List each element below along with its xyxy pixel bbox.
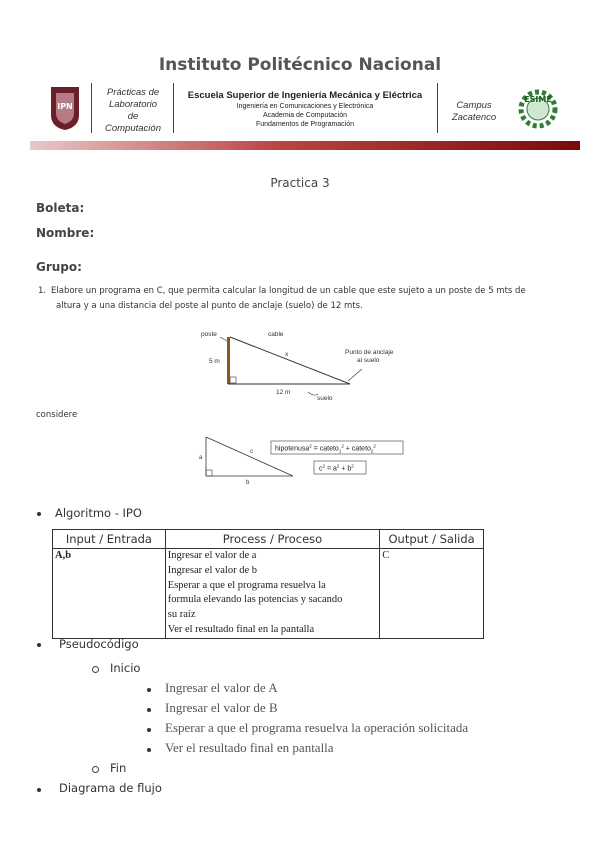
- pseudo-step: Esperar a que el programa resuelva la operación solicitada: [165, 720, 469, 735]
- institution-title: Instituto Politécnico Nacional: [158, 55, 442, 75]
- table-header-cell: Process / Proceso: [165, 530, 379, 549]
- bullet-dot: [147, 688, 151, 692]
- ipn-logo-text: IPN: [57, 102, 73, 111]
- fin-label: Fin: [110, 761, 127, 775]
- x-label: x: [285, 351, 289, 358]
- school-block: [174, 89, 436, 129]
- poste-pointer: [220, 337, 227, 341]
- bullet-dot: [147, 748, 151, 752]
- school-name: Escuela Superior de Ingeniería Mecánica y Eléctrica: [187, 90, 423, 101]
- algoritmo-heading: Algoritmo - IPO: [55, 506, 142, 520]
- bullet-dot: [37, 788, 41, 792]
- triangle-right-angle: [206, 470, 212, 476]
- anchor-label-1: Punto de anclaje: [345, 349, 394, 356]
- table-header-row: [53, 530, 484, 549]
- base-label: 12 m: [276, 389, 291, 396]
- input-cell: A,b: [53, 549, 166, 639]
- poste-label: poste: [201, 331, 217, 338]
- pole: [227, 337, 230, 384]
- bullet-dot: [147, 708, 151, 712]
- inicio-label: Inicio: [110, 661, 141, 675]
- process-line: formula elevando las potencias y sacando: [167, 594, 343, 606]
- bullet-circle: [92, 766, 99, 773]
- problem-text-line1: Elabore un programa en C, que permita calcular la longitud de un cable que este sujeto a un poste de 5 mts de: [51, 286, 526, 296]
- campus-label: [440, 100, 508, 124]
- school-line: Ingeniería en Comunicaciones y Electrónica: [236, 103, 374, 110]
- school-line: Academia de Computación: [262, 112, 348, 119]
- header-red-bar: [30, 141, 580, 150]
- cable-line: [230, 337, 350, 384]
- bullet-circle: [92, 666, 99, 673]
- school-line: Fundamentos de Programación: [255, 121, 355, 128]
- pseudo-step: Ingresar el valor de A: [165, 680, 278, 695]
- table-row: [53, 549, 484, 639]
- esime-logo-text: ESIME: [524, 95, 552, 104]
- esime-logo: [516, 88, 560, 130]
- grupo-label: Grupo:: [36, 260, 82, 274]
- problem-text-line2: altura y a una distancia del poste al punto de anclaje (suelo) de 12 mts.: [56, 301, 363, 311]
- output-cell: C: [380, 549, 484, 639]
- ipn-logo: [48, 85, 82, 131]
- diagrama-heading: Diagrama de flujo: [59, 781, 162, 795]
- anchor-label-2: al suelo: [357, 357, 380, 364]
- table-header-cell: Input / Entrada: [53, 530, 166, 549]
- nombre-label: Nombre:: [36, 226, 95, 240]
- side-b-label: b: [246, 480, 250, 485]
- process-line: Ingresar el valor de a: [167, 550, 257, 561]
- lab-label-line: Prácticas de: [106, 87, 160, 98]
- lab-label: [92, 87, 174, 135]
- campus-line: Campus: [456, 100, 492, 111]
- boleta-label: Boleta:: [36, 201, 85, 215]
- formula-hypotenuse: hipotenusa$^2$ = cateto$_1^2$ + cateto$_2^2$: [275, 443, 376, 454]
- side-c-label: c: [250, 449, 253, 455]
- side-a-label: a: [199, 455, 203, 461]
- header-divider-3: [437, 83, 438, 133]
- campus-line: Zacatenco: [451, 112, 497, 123]
- problem-number: 1.: [38, 286, 47, 296]
- bullet-dot: [37, 643, 41, 647]
- cable-label: cable: [268, 331, 284, 338]
- lab-label-line: Computación: [105, 123, 161, 134]
- table-header-cell: Output / Salida: [380, 530, 484, 549]
- height-label: 5 m: [209, 358, 220, 365]
- right-angle-mark: [230, 377, 236, 383]
- process-line: Ver el resultado final en la pantalla: [167, 623, 315, 635]
- side-c: [206, 437, 293, 476]
- process-cell: [165, 549, 379, 639]
- bullet-dot: [147, 728, 151, 732]
- pole-cable-diagram: [190, 325, 430, 405]
- process-line: Ingresar el valor de b: [167, 564, 257, 576]
- process-line: su raíz: [167, 609, 196, 621]
- practice-title: Practica 3: [270, 176, 330, 190]
- anchor-pointer: [348, 369, 362, 381]
- pseudo-step: Ver el resultado final en pantalla: [165, 740, 334, 755]
- lab-label-line: de: [127, 111, 139, 122]
- considere-label: considere: [36, 410, 78, 420]
- bullet-dot: [37, 512, 41, 516]
- suelo-label: suelo: [317, 395, 333, 402]
- formula-c2: $c^2 = a^2 + b^2$: [319, 463, 354, 473]
- pythagoras-diagram: [195, 433, 410, 485]
- process-line: Esperar a que el programa resuelva la: [167, 579, 326, 591]
- lab-label-line: Laboratorio: [108, 99, 158, 110]
- pseudocodigo-heading: Pseudocódigo: [59, 637, 139, 651]
- ipo-table: [52, 529, 484, 639]
- pseudo-step: Ingresar el valor de B: [165, 700, 278, 715]
